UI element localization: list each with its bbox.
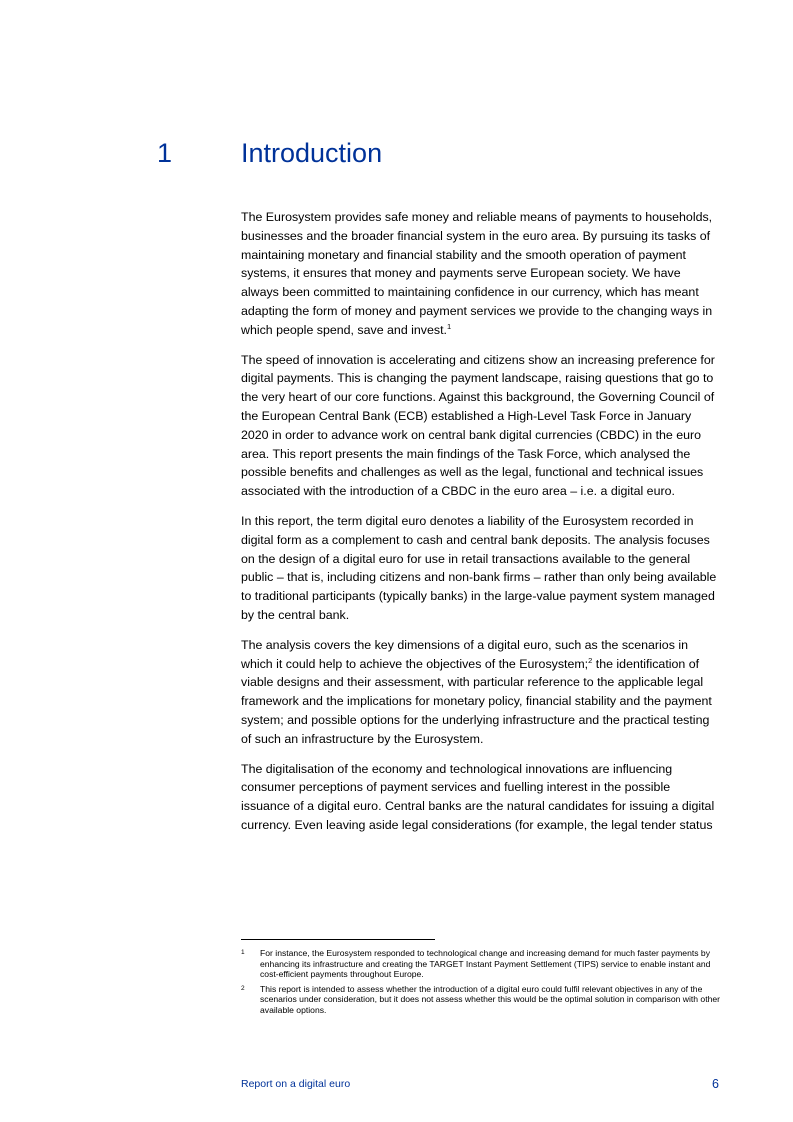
footnote-text: For instance, the Eurosystem responded to technological change and increasing demand for much faster payments by enhancing its infrastructure and creating the TARGET Instant Payment Settlement (TIPS) service to enable instant and cost-efficient payments throughout Europe.	[260, 948, 711, 979]
paragraph-1	[241, 208, 720, 340]
footnote-number: 1	[241, 949, 245, 956]
footer-report-title: Report on a digital euro	[241, 1078, 351, 1090]
paragraph-text: In this report, the term digital euro denotes a liability of the Eurosystem recorded in digital form as a complement to cash and central bank deposits. The analysis focuses on the design of a digital euro for use in retail transactions available to the general public – that is, including citizens and non-bank firms – rather than only being available to traditional participants (typically banks) in the large-value payment system managed by the central bank.	[241, 513, 717, 622]
paragraph-text-continued: the identification of viable designs and their assessment, with particular reference to the applicable legal framework and the implications for monetary policy, financial stability and the payment system; and possible options for the underlying infrastructure and the practical testing of such an infrastructure by the Eurosystem.	[241, 656, 712, 746]
footnote-ref-1[interactable]: 1	[446, 321, 452, 331]
footnote-2	[241, 984, 721, 1016]
footnotes	[241, 948, 721, 1019]
paragraph-text: The Eurosystem provides safe money and reliable means of payments to households, businesses and the broader financial system in the euro area. By pursuing its tasks of maintaining monetary and financial stability and the smooth operation of payment systems, it ensures that money and payments serve European society. We have always been committed to maintaining confidence in our currency, which has meant adapting the form of money and payment services we provide to the changing ways in which people spend, save and invest.	[241, 210, 713, 337]
page-number: 6	[712, 1077, 719, 1091]
footnote-number: 2	[241, 984, 245, 992]
body-text	[241, 208, 720, 846]
footnote-divider	[241, 939, 435, 940]
footnote-ref-2[interactable]: 2	[588, 655, 593, 665]
paragraph-2	[241, 351, 720, 501]
paragraph-text: The digitalisation of the economy and technological innovations are influencing consumer perceptions of payment services and fuelling interest in the possible issuance of a digital euro. Central banks are the natural candidates for issuing a digital currency. Even leaving aside legal considerations (for example, the legal tender status	[241, 761, 715, 832]
paragraph-4	[241, 636, 720, 749]
paragraph-text: The speed of innovation is accelerating and citizens show an increasing preference for digital payments. This is changing the payment landscape, raising questions that go to the very heart of our core functions. Against this background, the Governing Council of the European Central Bank (ECB) established a High-Level Task Force in January 2020 in order to advance work on central bank digital currencies (CBDC) in the euro area. This report presents the main findings of the Task Force, which analysed the possible benefits and challenges as well as the legal, functional and technical issues associated with the introduction of a CBDC in the euro area – i.e. a digital euro.	[241, 352, 715, 499]
paragraph-text: The analysis covers the key dimensions of a digital euro, such as the scenarios in which it could help to achieve the objectives of the Eurosystem;	[241, 637, 688, 671]
footnote-1	[241, 948, 721, 980]
paragraph-3	[241, 512, 720, 625]
footnote-text: This report is intended to assess whether the introduction of a digital euro could fulfil relevant objectives in any of the scenarios under consideration, but it does not assess whether this would be the optimal solution in comparison with other available options.	[260, 983, 721, 1015]
paragraph-5	[241, 760, 720, 835]
chapter-number: 1	[157, 138, 173, 168]
page-title: Introduction	[241, 138, 383, 168]
